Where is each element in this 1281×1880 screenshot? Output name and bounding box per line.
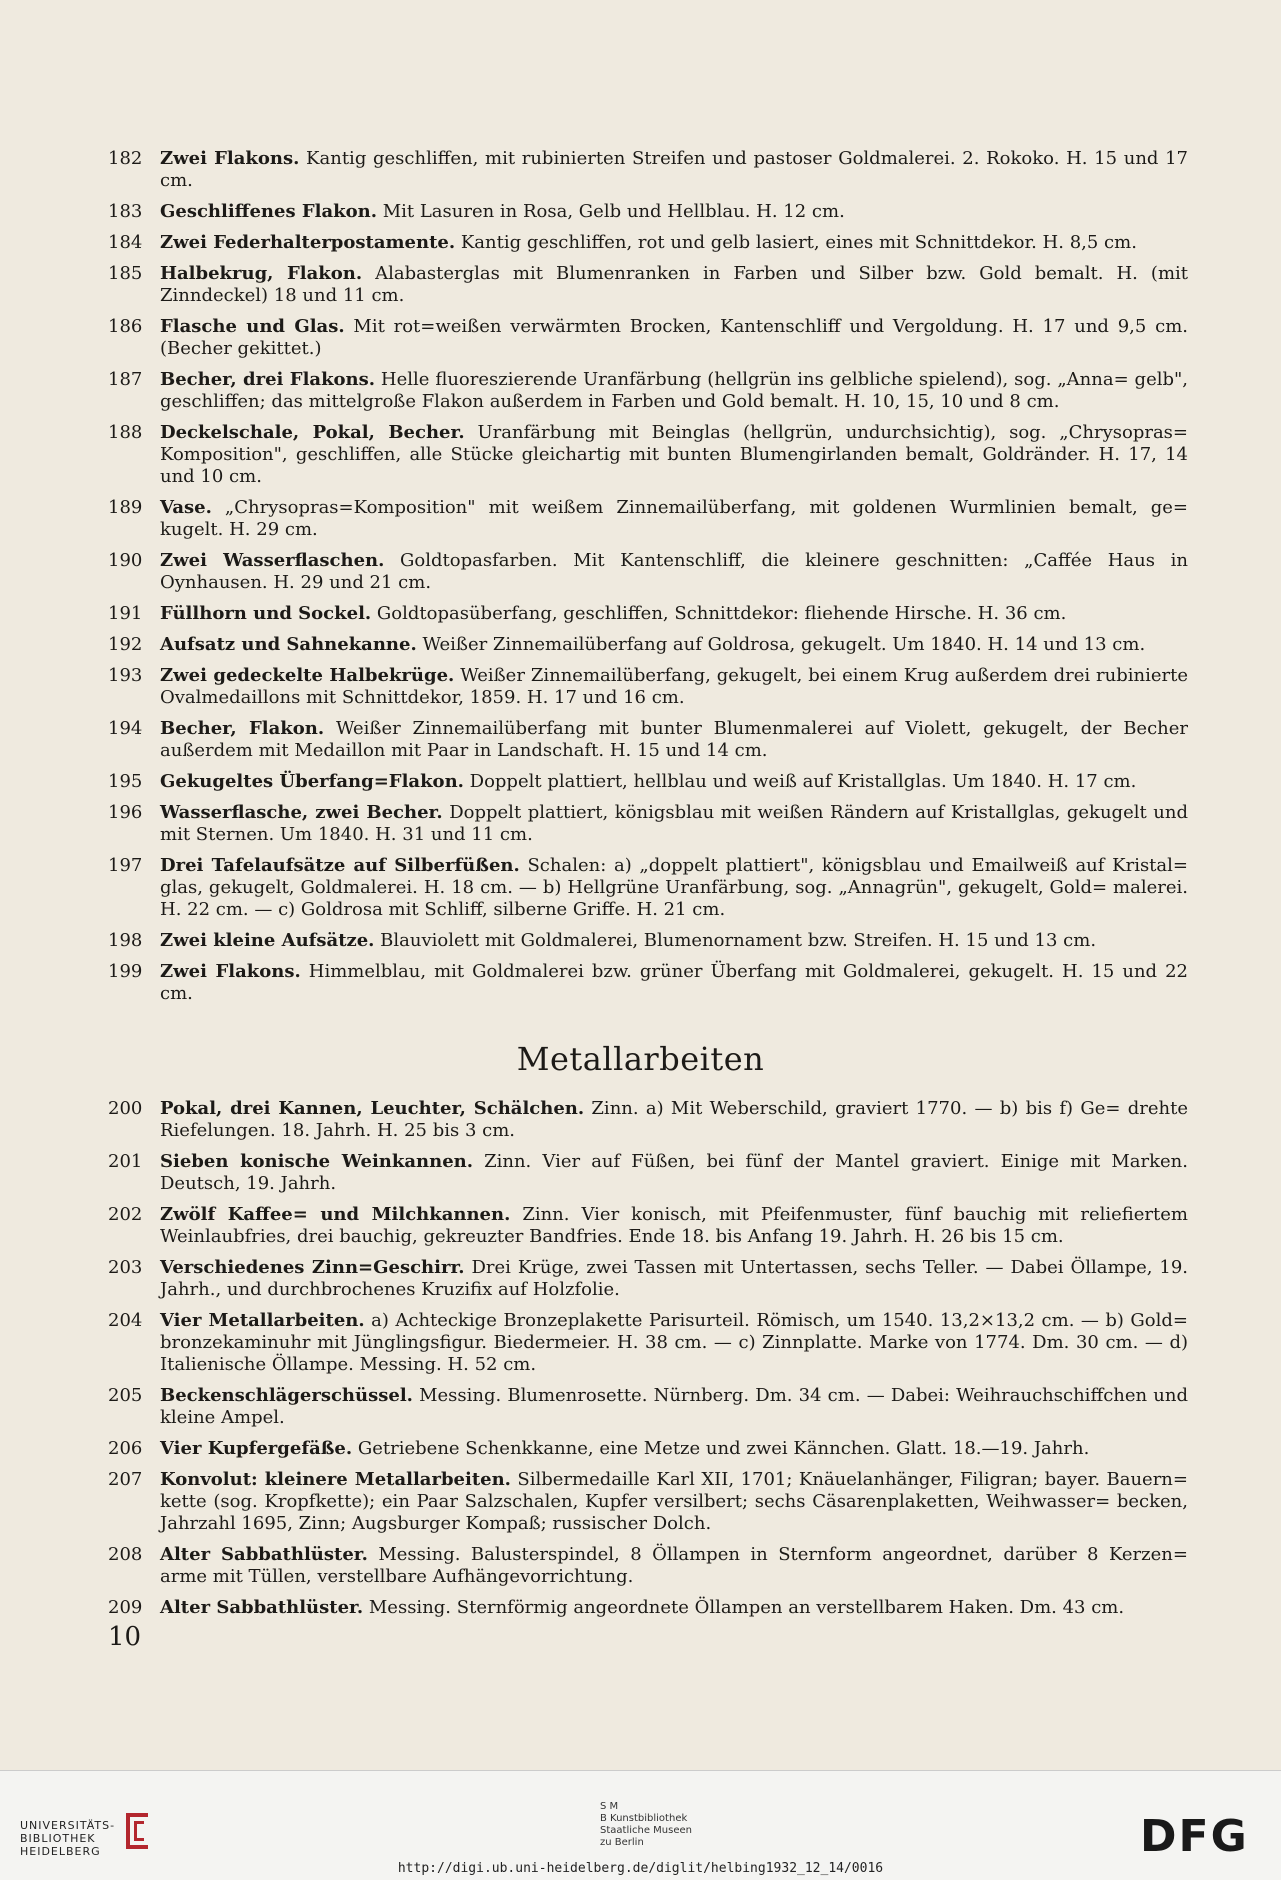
catalog-entry <box>108 603 1188 625</box>
catalog-entry <box>108 930 1188 952</box>
entry-body <box>160 497 1188 541</box>
entry-title: Vier Kupfergefäße. <box>160 1438 353 1459</box>
entry-description: Mit Lasuren in Rosa, Gelb und Hellblau. H. 12 cm. <box>376 201 845 222</box>
dfg-logo[interactable]: DFG <box>1140 1811 1249 1862</box>
catalog-entry <box>108 855 1188 921</box>
entry-number: 183 <box>108 201 143 222</box>
entry-number: 187 <box>108 369 143 390</box>
catalog-entry <box>108 718 1188 762</box>
entry-number: 195 <box>108 771 143 792</box>
catalog-entry <box>108 263 1188 307</box>
entry-description: Alabasterglas mit Blumenranken in Farben und Silber bzw. Gold bemalt. H. (mit Zinndeckel) 18 und 11 cm. <box>160 263 1189 306</box>
entry-description: Blauviolett mit Goldmalerei, Blumenornament bzw. Streifen. H. 15 und 13 cm. <box>374 930 1097 951</box>
entry-number: 197 <box>108 855 143 876</box>
entry-body <box>160 263 1188 307</box>
kb-line: B Kunstbibliothek <box>600 1813 688 1824</box>
entry-body <box>160 232 1188 254</box>
entry-number: 193 <box>108 665 143 686</box>
entry-title: Verschiedenes Zinn=Geschirr. <box>160 1257 465 1278</box>
entry-number: 204 <box>108 1310 143 1331</box>
entry-number: 188 <box>108 422 143 443</box>
catalog-entry <box>108 497 1188 541</box>
entry-number: 208 <box>108 1544 143 1565</box>
catalog-entry <box>108 1544 1188 1588</box>
entry-description: Getriebene Schenkkanne, eine Metze und zwei Kännchen. Glatt. 18.—19. Jahrh. <box>352 1438 1090 1459</box>
catalog-entry <box>108 634 1188 656</box>
catalog-entry <box>108 1385 1188 1429</box>
entry-description: Zinn. Vier konisch, mit Pfeifenmuster, fünf bauchig mit reliefiertem Weinlaubfries, drei bauchig, gekreuzter Bandfries. Ende 18. bis Anfang 19. Jahrh. H. 26 bis 15 cm. <box>160 1204 1188 1247</box>
entry-title: Drei Tafelaufsätze auf Silberfüßen. <box>160 855 520 876</box>
entry-title: Zwölf Kaffee= und Milchkannen. <box>160 1204 511 1225</box>
entry-title: Zwei Federhalterpostamente. <box>160 232 456 253</box>
entry-list-metal <box>108 1098 1188 1628</box>
catalog-entry <box>108 1257 1188 1301</box>
entry-description: Silbermedaille Karl XII, 1701; Knäuelanhänger, Filigran; bayer. Bauern= kette (sog. Kropfkette); ein Paar Salzschalen, Kupfer versilbert; sechs Cäsarenplaketten, Weihwasser= becken, Jahrzahl 1695, Zinn; Augsburger Kompaß; russischer Dolch. <box>160 1469 1188 1534</box>
entry-number: 190 <box>108 550 143 571</box>
entry-description: Mit rot=weißen verwärmten Brocken, Kantenschliff und Vergoldung. H. 17 und 9,5 cm. (Becher gekittet.) <box>160 316 1188 359</box>
catalog-entry <box>108 1151 1188 1195</box>
entry-title: Alter Sabbathlüster. <box>160 1597 364 1618</box>
entry-list-glass <box>108 148 1188 1014</box>
entry-body <box>160 1438 1188 1460</box>
entry-description: „Chrysopras=Komposition" mit weißem Zinnemailüberfang, mit goldenen Wurmlinien bemalt, ge= kugelt. H. 29 cm. <box>160 497 1188 540</box>
entry-description: Zinn. a) Mit Weberschild, graviert 1770. — b) bis f) Ge= drehte Riefelungen. 18. Jahrh. H. 25 bis 3 cm. <box>160 1098 1189 1141</box>
entry-description: Goldtopasfarben. Mit Kantenschliff, die kleinere geschnitten: „Caffée Haus in Oynhausen. H. 29 und 21 cm. <box>160 550 1188 593</box>
entry-description: Weißer Zinnemailüberfang mit bunter Blumenmalerei auf Violett, gekugelt, der Becher außerdem mit Medaillon mit Paar in Landschaft. H. 15 und 14 cm. <box>160 718 1189 761</box>
kunstbibliothek-logo[interactable] <box>600 1801 692 1849</box>
catalog-entry <box>108 316 1188 360</box>
catalog-entry <box>108 1438 1188 1460</box>
entry-description: Uranfärbung mit Beinglas (hellgrün, undurchsichtig), sog. „Chrysopras= Komposition", geschliffen, alle Stücke gleichartig mit bunten Blumengirlanden bemalt, Goldränder. H. 17, 14 und 10 cm. <box>160 422 1188 487</box>
entry-title: Vase. <box>160 497 212 518</box>
entry-title: Becher, Flakon. <box>160 718 325 739</box>
catalog-entry <box>108 1310 1188 1376</box>
kb-line: Staatliche Museen <box>600 1825 692 1836</box>
entry-description: Drei Krüge, zwei Tassen mit Untertassen, sechs Teller. — Dabei Öllampe, 19. Jahrh., und durchbrochenes Kruzifix auf Holzfolie. <box>160 1257 1188 1300</box>
entry-body <box>160 802 1188 846</box>
entry-description: Doppelt plattiert, königsblau mit weißen Rändern auf Kristallglas, gekugelt und mit Sternen. Um 1840. H. 31 und 11 cm. <box>160 802 1188 845</box>
entry-title: Beckenschlägerschüssel. <box>160 1385 413 1406</box>
entry-number: 206 <box>108 1438 143 1459</box>
catalog-entry <box>108 550 1188 594</box>
entry-number: 199 <box>108 961 143 982</box>
entry-description: a) Achteckige Bronzeplakette Parisurteil. Römisch, um 1540. 13,2×13,2 cm. — b) Gold= bronzekaminuhr mit Jünglingsfigur. Biedermeier. H. 38 cm. — c) Zinnplatte. Marke von 1774. Dm. 30 cm. — d) Italienische Öllampe. Messing. H. 52 cm. <box>160 1310 1189 1375</box>
entry-body <box>160 550 1188 594</box>
entry-body <box>160 1385 1188 1429</box>
entry-body <box>160 634 1188 656</box>
ub-heidelberg-logo-icon <box>118 1807 154 1855</box>
catalog-entry <box>108 1469 1188 1535</box>
entry-title: Flasche und Glas. <box>160 316 345 337</box>
entry-number: 198 <box>108 930 143 951</box>
entry-body <box>160 316 1188 360</box>
entry-description: Messing. Balusterspindel, 8 Öllampen in Sternform angeordnet, darüber 8 Kerzen= arme mit Tüllen, verstellbare Aufhängevorrichtung. <box>160 1544 1188 1587</box>
entry-number: 205 <box>108 1385 143 1406</box>
entry-number: 186 <box>108 316 143 337</box>
entry-number: 202 <box>108 1204 143 1225</box>
entry-body <box>160 1098 1188 1142</box>
entry-title: Pokal, drei Kannen, Leuchter, Schälchen. <box>160 1098 585 1119</box>
entry-title: Zwei Flakons. <box>160 148 300 169</box>
entry-description: Messing. Blumenrosette. Nürnberg. Dm. 34 cm. — Dabei: Weihrauchschiffchen und kleine Ampel. <box>160 1385 1188 1428</box>
entry-title: Vier Metallarbeiten. <box>160 1310 365 1331</box>
catalog-entry <box>108 148 1188 192</box>
entry-body <box>160 718 1188 762</box>
entry-description: Schalen: a) „doppelt plattiert", königsblau und Emailweiß auf Kristal= glas, gekugelt, Goldmalerei. H. 18 cm. — b) Hellgrüne Uranfärbung, sog. „Annagrün", gekugelt, Gold= malerei. H. 22 cm. — c) Goldrosa mit Schliff, silberne Griffe. H. 21 cm. <box>160 855 1188 920</box>
entry-title: Zwei kleine Aufsätze. <box>160 930 375 951</box>
entry-body <box>160 1469 1188 1535</box>
entry-body <box>160 930 1188 952</box>
entry-number: 203 <box>108 1257 143 1278</box>
entry-number: 184 <box>108 232 143 253</box>
catalog-entry <box>108 369 1188 413</box>
entry-title: Zwei Flakons. <box>160 961 301 982</box>
entry-number: 194 <box>108 718 143 739</box>
entry-description: Helle fluoreszierende Uranfärbung (hellgrün ins gelbliche spielend), sog. „Anna= gelb", geschliffen; das mittelgroße Flakon außerdem in Farben und Gold bemalt. H. 10, 15, 10 und 8 cm. <box>160 369 1189 412</box>
entry-body <box>160 1257 1188 1301</box>
entry-number: 182 <box>108 148 143 169</box>
entry-description: Kantig geschliffen, rot und gelb lasiert, eines mit Schnittdekor. H. 8,5 cm. <box>455 232 1137 253</box>
entry-title: Zwei Wasserflaschen. <box>160 550 385 571</box>
ub-line: BIBLIOTHEK <box>20 1832 96 1845</box>
entry-body <box>160 1597 1188 1619</box>
entry-body <box>160 855 1188 921</box>
catalog-entry <box>108 422 1188 488</box>
entry-body <box>160 1310 1188 1376</box>
ub-heidelberg-logo-text[interactable] <box>20 1819 115 1858</box>
entry-title: Geschliffenes Flakon. <box>160 201 377 222</box>
entry-body <box>160 148 1188 192</box>
entry-body <box>160 771 1188 793</box>
catalog-entry <box>108 665 1188 709</box>
entry-body <box>160 603 1188 625</box>
kb-line: S M <box>600 1801 619 1812</box>
entry-number: 207 <box>108 1469 143 1490</box>
catalog-entry <box>108 201 1188 223</box>
footer-bar <box>0 1770 1281 1880</box>
entry-title: Halbekrug, Flakon. <box>160 263 363 284</box>
catalog-entry <box>108 1098 1188 1142</box>
entry-title: Wasserflasche, zwei Becher. <box>160 802 443 823</box>
entry-number: 201 <box>108 1151 143 1172</box>
entry-description: Weißer Zinnemailüberfang, gekugelt, bei einem Krug außerdem drei rubinierte Ovalmedaillons mit Schnittdekor, 1859. H. 17 und 16 cm. <box>160 665 1188 708</box>
entry-body <box>160 422 1188 488</box>
page-url-link[interactable]: http://digi.ub.uni-heidelberg.de/diglit/helbing1932_12_14/0016 <box>397 1861 884 1876</box>
entry-title: Sieben konische Weinkannen. <box>160 1151 473 1172</box>
entry-number: 185 <box>108 263 143 284</box>
entry-description: Messing. Sternförmig angeordnete Öllampen an verstellbarem Haken. Dm. 43 cm. <box>363 1597 1125 1618</box>
entry-number: 200 <box>108 1098 143 1119</box>
entry-title: Deckelschale, Pokal, Becher. <box>160 422 465 443</box>
entry-number: 191 <box>108 603 143 624</box>
entry-body <box>160 201 1188 223</box>
entry-body <box>160 665 1188 709</box>
section-heading: Metallarbeiten <box>516 1040 765 1078</box>
catalog-entry <box>108 1597 1188 1619</box>
entry-body <box>160 961 1188 1005</box>
entry-description: Himmelblau, mit Goldmalerei bzw. grüner Überfang mit Goldmalerei, gekugelt. H. 15 und 22 cm. <box>160 961 1188 1004</box>
entry-description: Goldtopasüberfang, geschliffen, Schnittdekor: fliehende Hirsche. H. 36 cm. <box>371 603 1067 624</box>
catalog-entry <box>108 961 1188 1005</box>
entry-title: Konvolut: kleinere Metallarbeiten. <box>160 1469 511 1490</box>
entry-body <box>160 1204 1188 1248</box>
entry-title: Aufsatz und Sahnekanne. <box>160 634 417 655</box>
entry-description: Doppelt plattiert, hellblau und weiß auf Kristallglas. Um 1840. H. 17 cm. <box>463 771 1137 792</box>
entry-title: Alter Sabbathlüster. <box>160 1544 368 1565</box>
catalog-entry <box>108 232 1188 254</box>
page-number: 10 <box>108 1622 142 1652</box>
entry-description: Kantig geschliffen, mit rubinierten Streifen und pastoser Goldmalerei. 2. Rokoko. H. 15 und 17 cm. <box>160 148 1189 191</box>
kb-line: zu Berlin <box>600 1837 644 1848</box>
catalog-entry <box>108 1204 1188 1248</box>
entry-title: Zwei gedeckelte Halbekrüge. <box>160 665 455 686</box>
entry-description: Zinn. Vier auf Füßen, bei fünf der Mantel graviert. Einige mit Marken. Deutsch, 19. Jahrh. <box>160 1151 1188 1194</box>
entry-number: 196 <box>108 802 143 823</box>
entry-title: Becher, drei Flakons. <box>160 369 376 390</box>
entry-number: 209 <box>108 1597 143 1618</box>
ub-line: UNIVERSITÄTS- <box>20 1819 116 1832</box>
entry-body <box>160 1544 1188 1588</box>
ub-line: HEIDELBERG <box>20 1845 101 1858</box>
catalog-entry <box>108 771 1188 793</box>
entry-body <box>160 369 1188 413</box>
entry-number: 192 <box>108 634 143 655</box>
entry-title: Gekugeltes Überfang=Flakon. <box>160 771 464 792</box>
entry-description: Weißer Zinnemailüberfang auf Goldrosa, gekugelt. Um 1840. H. 14 und 13 cm. <box>416 634 1146 655</box>
entry-title: Füllhorn und Sockel. <box>160 603 372 624</box>
entry-body <box>160 1151 1188 1195</box>
entry-number: 189 <box>108 497 143 518</box>
catalog-entry <box>108 802 1188 846</box>
